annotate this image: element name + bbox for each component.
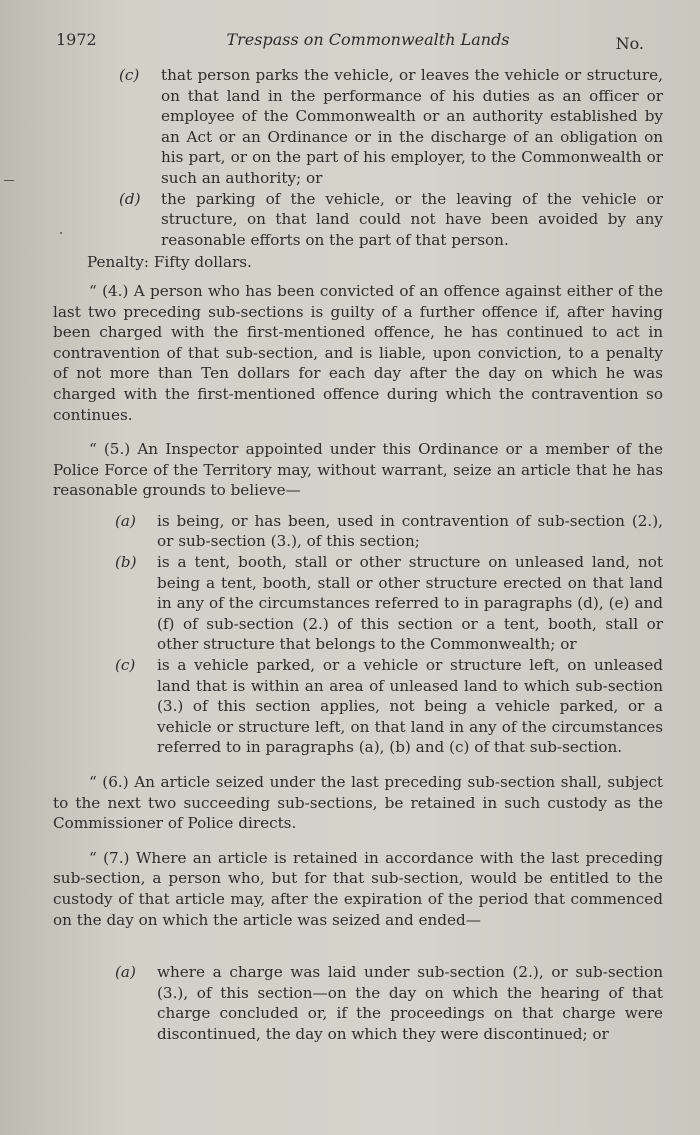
item-label: (a) xyxy=(115,511,136,530)
subsection-6: “ (6.) An article seized under the last preceding sub-section shall, subject to the next two succeeding sub-sections, be retained in such custody as the Commissioner of Police directs. xyxy=(53,773,663,833)
subsection-5-item-c xyxy=(53,655,663,758)
item-label: (c) xyxy=(119,66,140,84)
document-body xyxy=(53,65,663,1045)
header-number-label: No. xyxy=(615,34,644,53)
item-label: (d) xyxy=(119,189,141,208)
subsection-5: “ (5.) An Inspector appointed under this Ordinance or a member of the Police Force of the Territory may, without warrant, seize an article that he has reasonable grounds to believe— xyxy=(53,440,663,500)
subsection-5-item-a xyxy=(53,511,663,552)
item-text: is being, or has been, used in contravention of sub-section (2.), or sub-section (3.), of this section; xyxy=(157,511,663,551)
header-year: 1972 xyxy=(56,30,97,49)
item-text: is a tent, booth, stall or other structure on unleased land, not being a tent, booth, stall or other structure erected on that land in any of the circumstances referred to in paragraphs (d), (e) and (f) of sub-section (2.) of this section or a tent, booth, stall or other structure that belongs to the Commonwealth; or xyxy=(157,553,663,654)
item-text: is a vehicle parked, or a vehicle or structure left, on unleased land that is within an area of unleased land to which sub-section (3.) of this section applies, not being a vehicle parked, or a vehicle or structure left, on that land in any of the circumstances referred to in paragraphs (a), (b) and (c) of that sub-section. xyxy=(157,656,663,757)
item-text: where a charge was laid under sub-section (2.), or sub-section (3.), of this section—on the day on which the hearing of that charge concluded or, if the proceedings on that charge were discontinued, the day on which they were discontinued; or xyxy=(157,963,663,1043)
item-label: (c) xyxy=(115,656,136,675)
item-text: that person parks the vehicle, or leaves the vehicle or structure, on that land in the performance of his duties as an officer or employee of the Commonwealth or an authority established by an Act or an Ordinance or in the discharge of an obligation on his part, or on the part of his employer, to the Commonwealth or such an authority; or xyxy=(161,66,663,187)
page-header xyxy=(56,30,644,56)
item-label: (a) xyxy=(115,963,136,982)
subsection-4: “ (4.) A person who has been convicted of an offence against either of the last two preceding sub-sections is guilty of a further offence if, after having been charged with the first-mentioned offence, he has continued to act in contravention of that sub-section, and is liable, upon conviction, to a penalty of not more than Ten dollars for each day after the day on which he was charged with the first-mentioned offence during which the contravention so continues. xyxy=(53,281,663,424)
margin-mark xyxy=(4,180,14,181)
paragraph-item-d xyxy=(53,189,663,251)
item-text: the parking of the vehicle, or the leaving of the vehicle or structure, on that land could not have been avoided by any reasonable efforts on the part of that person. xyxy=(161,189,663,249)
penalty-line: Penalty: Fifty dollars. xyxy=(87,253,252,272)
subsection-7: “ (7.) Where an article is retained in accordance with the last preceding sub-section, a person who, but for that sub-section, would be entitled to the custody of that article may, after the expiration of the period that commenced on the day on which the article was seized and ended— xyxy=(53,848,663,929)
header-title: Trespass on Commonwealth Lands xyxy=(226,30,510,49)
paragraph-item-c xyxy=(53,65,663,189)
subsection-7-item-a xyxy=(53,962,663,1044)
subsection-5-item-b xyxy=(53,552,663,655)
item-label: (b) xyxy=(115,553,137,572)
